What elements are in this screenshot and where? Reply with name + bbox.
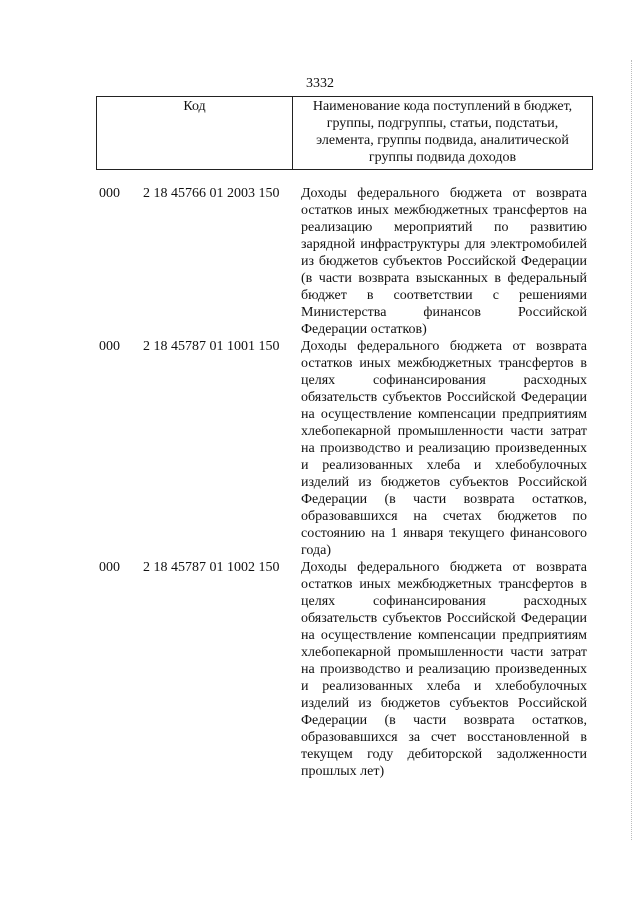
column-header-name: Наименование кода поступлений в бюджет, группы, подгруппы, статьи, подстатьи, элемента, группы подвида, аналитической группы подвида доходов (293, 97, 593, 170)
income-description: Доходы федерального бюджета от возврата остатков иных межбюджетных трансфертов на реализацию мероприятий по развитию зарядной инфраструктуры для электромобилей из бюджетов субъектов Российской Федерации (в части возврата взысканных в федеральный бюджет в соответствии с решениями Министерства финансов Российской Федерации остатков) (301, 186, 587, 337)
table-row (0, 338, 640, 559)
table-row (0, 185, 640, 338)
income-description: Доходы федерального бюджета от возврата остатков иных межбюджетных трансфертов в целях софинансирования расходных обязательств субъектов Российской Федерации на осуществление компенсации предприятиям хлебопекарной промышленности части затрат на производство и реализацию произведенных и реализованных хлеба и хлебобулочных изделий из бюджетов субъектов Российской Федерации (в части возврата остатков, образовавшихся за счет восстановленной в текущем году дебиторской задолженности прошлых лет) (301, 560, 587, 779)
income-code: 2 18 45766 01 2003 150 (143, 186, 280, 201)
page-number: 3332 (306, 76, 334, 91)
income-code: 2 18 45787 01 1001 150 (143, 339, 280, 354)
admin-code: 000 (99, 186, 120, 201)
admin-code: 000 (99, 560, 120, 575)
table-body (0, 185, 640, 780)
admin-code: 000 (99, 339, 120, 354)
column-header-code: Код (97, 97, 293, 170)
income-code: 2 18 45787 01 1002 150 (143, 560, 280, 575)
income-description: Доходы федерального бюджета от возврата остатков иных межбюджетных трансфертов в целях софинансирования расходных обязательств субъектов Российской Федерации на осуществление компенсации предприятиям хлебопекарной промышленности части затрат на производство и реализацию произведенных и реализованных хлеба и хлебобулочных изделий из бюджетов субъектов Российской Федерации (в части возврата остатков, образовавшихся на счетах бюджетов по состоянию на 1 января текущего финансового года) (301, 339, 587, 558)
scan-edge-mark (630, 60, 632, 840)
table-header (96, 96, 593, 170)
table-row (0, 559, 640, 780)
